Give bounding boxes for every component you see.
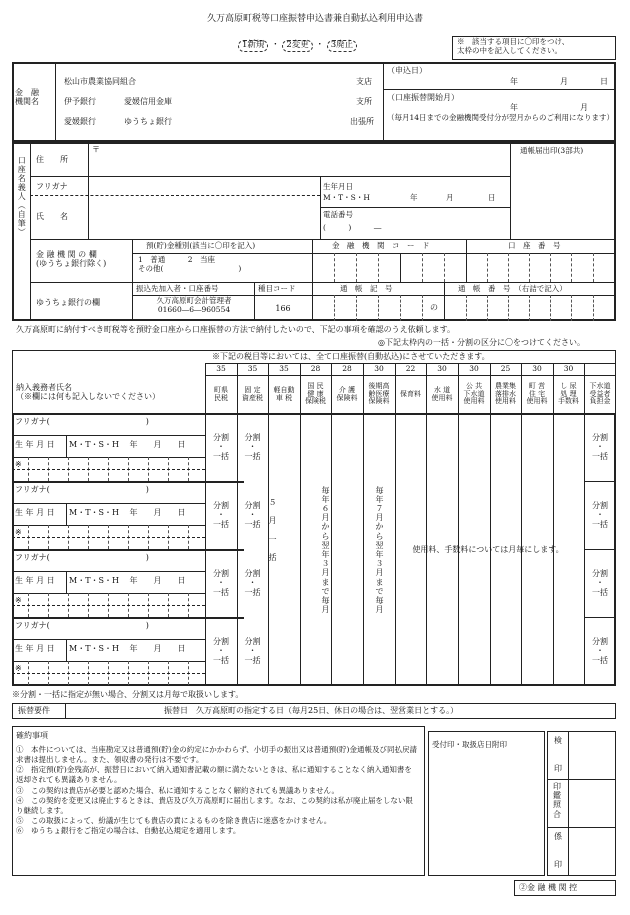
payer-birth-era: M・T・S・H 年 月 日 bbox=[69, 576, 186, 585]
day-unit: 日 bbox=[488, 193, 496, 202]
row-divider bbox=[12, 435, 205, 436]
table-header-note: ※下記の税目等においては、全て口座振替(自動払込)にさせていただきます。 bbox=[212, 352, 490, 361]
divider bbox=[400, 253, 401, 282]
payee-label: 振込先加入者・口座番号 bbox=[136, 284, 219, 293]
divider bbox=[422, 295, 423, 321]
divider bbox=[334, 253, 335, 282]
row-divider bbox=[584, 617, 616, 618]
check-label: 印 bbox=[554, 764, 562, 773]
divider bbox=[466, 295, 467, 321]
divider bbox=[529, 253, 530, 282]
tax-code: 30 bbox=[437, 364, 447, 374]
office-mark: ※ bbox=[15, 460, 22, 469]
split-choice-municipal[interactable]: 分割 ・ 一括 bbox=[213, 569, 229, 597]
payee-value: 久万高原町会計管理者 01660―6―960554 bbox=[156, 296, 232, 314]
split-choice-property[interactable]: 分割 ・ 一括 bbox=[244, 569, 261, 597]
passbook-symbol-label: 通 帳 記 号 bbox=[340, 284, 393, 293]
divider bbox=[508, 253, 509, 282]
office-mark: ※ bbox=[15, 664, 22, 673]
nhi-schedule-note: 毎 年 ６ 月 か ら 翌 年 ３ 月 ま で 毎 月 bbox=[321, 485, 330, 615]
month-unit: 月 bbox=[580, 103, 588, 112]
divider bbox=[547, 827, 616, 828]
bank-code-label: 金 融 機 関 コ ー ド bbox=[332, 241, 430, 250]
payer-birth-label: 生 年 月 日 bbox=[15, 644, 55, 653]
divider bbox=[529, 295, 530, 321]
divider bbox=[132, 253, 616, 254]
check-label: 検 bbox=[554, 736, 562, 745]
option-new[interactable]: 1新規 bbox=[238, 40, 268, 52]
divider bbox=[320, 207, 510, 208]
tax-column-header: 下水道 受益者 負担金 bbox=[589, 381, 611, 406]
bank-section bbox=[12, 62, 616, 142]
request-statement: 久万高原町に納付すべき町税等を預貯金口座から口座振替の方法で納付したいので、下記の事項を確認のうえ依頼します。 bbox=[16, 325, 456, 334]
yucho-label: ゆうちょ銀行の欄 bbox=[36, 298, 100, 307]
payer-birth-label: 生 年 月 日 bbox=[15, 508, 55, 517]
transfer-req-label: 振替要件 bbox=[18, 706, 50, 715]
footnote: ※分割・一括に指定が無い場合、分割又は月毎で取扱いします。 bbox=[12, 690, 244, 699]
divider bbox=[378, 295, 379, 321]
tax-column-header: 介 護 保険料 bbox=[336, 385, 358, 402]
divider bbox=[55, 62, 56, 142]
divider bbox=[400, 295, 401, 321]
divider bbox=[593, 253, 594, 282]
split-choice-sewer[interactable]: 分割 ・ 一括 bbox=[592, 501, 608, 529]
seal-check-label: 印鑑照合 bbox=[553, 782, 561, 819]
payer-birth-era: M・T・S・H 年 月 日 bbox=[69, 644, 186, 653]
birth-era[interactable]: M・T・S・H bbox=[323, 193, 370, 202]
deposit-type-label: 預(貯)金種別(該当に〇印を記入) bbox=[146, 241, 256, 250]
divider bbox=[466, 239, 467, 282]
light-vehicle-note: ５ 月 一 括 bbox=[268, 497, 277, 562]
option-separator: ・ bbox=[315, 40, 324, 50]
divider bbox=[550, 253, 551, 282]
deposit-type-options[interactable]: 1 普通 2 当座 その他( ) bbox=[138, 255, 242, 273]
row-divider bbox=[12, 605, 205, 606]
divider bbox=[508, 295, 509, 321]
bank-name-iyo[interactable]: 伊予銀行 bbox=[64, 97, 96, 106]
row-divider bbox=[66, 503, 67, 525]
financial-institution-label: 金 融 機 関 の 欄 (ゆうちょ銀行除く) bbox=[36, 250, 107, 269]
postal-mark: 〒 bbox=[92, 145, 100, 154]
holder-side-label: 口座名義人（自筆） bbox=[17, 156, 27, 237]
divider bbox=[30, 282, 616, 283]
row-divider bbox=[12, 503, 205, 504]
split-instruction: ◎下記太枠内の一括・分割の区分に〇をつけてください。 bbox=[378, 338, 585, 347]
divider bbox=[547, 779, 616, 780]
divider bbox=[383, 62, 384, 142]
holder-name-label: 氏 名 bbox=[36, 212, 68, 221]
divider bbox=[550, 295, 551, 321]
instruction-note: ※ 該当する項目に〇印をつけ、 太枠の中を記入してください。 bbox=[452, 36, 616, 60]
payer-furigana: フリガナ( ) bbox=[15, 553, 149, 562]
office-mark: ※ bbox=[15, 596, 22, 605]
divider bbox=[132, 239, 133, 321]
kind-code-label: 種目コード bbox=[258, 284, 296, 293]
tax-column-header: し 尿 処 理 手数料 bbox=[558, 381, 579, 406]
month-unit: 月 bbox=[560, 77, 568, 86]
tax-code: 30 bbox=[532, 364, 542, 374]
check-label: 係 bbox=[554, 832, 562, 841]
tax-column-header: 水 道 使用料 bbox=[431, 385, 453, 402]
seal-label: 通帳届出印(3部共) bbox=[520, 146, 584, 155]
divider bbox=[510, 142, 511, 239]
divider bbox=[383, 89, 616, 90]
divider bbox=[378, 253, 379, 282]
divider bbox=[30, 239, 616, 240]
divider bbox=[30, 142, 31, 321]
address-label: 住 所 bbox=[36, 155, 68, 164]
bank-name-ehime-shinkin[interactable]: 愛媛信用金庫 bbox=[124, 97, 172, 106]
payer-birth-era: M・T・S・H 年 月 日 bbox=[69, 508, 186, 517]
tax-code: 30 bbox=[374, 364, 384, 374]
divider bbox=[356, 253, 357, 282]
tax-code: 30 bbox=[469, 364, 479, 374]
tax-column-header: 後期高 齢医療 保険料 bbox=[368, 381, 390, 406]
tel-label: 電話番号 bbox=[323, 210, 353, 219]
split-choice-sewer[interactable]: 分割 ・ 一括 bbox=[592, 433, 608, 461]
row-divider bbox=[12, 481, 244, 483]
divider bbox=[422, 253, 423, 282]
form-title: 久万高原町税等口座振替申込書兼自動払込利用申込書 bbox=[206, 14, 423, 24]
tax-code: 35 bbox=[279, 364, 289, 374]
usage-fee-note: 使用料、手数料については月毎にします。 bbox=[412, 545, 564, 555]
start-month-note: （毎月14日までの金融機関受付分が翌月からのご利用になります） bbox=[387, 113, 615, 122]
payer-furigana: フリガナ( ) bbox=[15, 621, 149, 630]
terms-item: ⑤ この取扱によって、紛議が生じても貴店の責によるものを除き貴店に迷惑をかけません。 bbox=[16, 815, 332, 825]
bank-label: 金 融 機関名 bbox=[15, 88, 39, 107]
divider bbox=[444, 253, 445, 282]
row-divider bbox=[12, 571, 205, 572]
split-choice-property[interactable]: 分割 ・ 一括 bbox=[244, 501, 261, 529]
sub-branch-label: 支所 bbox=[356, 97, 372, 106]
apply-date-label: （申込日） bbox=[387, 66, 427, 75]
row-divider bbox=[12, 469, 205, 470]
divider bbox=[254, 282, 255, 321]
row-divider bbox=[584, 549, 616, 550]
bank-name-yucho[interactable]: ゆうちょ銀行 bbox=[124, 117, 172, 126]
divider bbox=[571, 295, 572, 321]
account-no-label: 口 座 番 号 bbox=[508, 241, 561, 250]
reception-stamp-box bbox=[428, 731, 545, 876]
payer-birth-era: M・T・S・H 年 月 日 bbox=[69, 440, 186, 449]
office-label: 出張所 bbox=[350, 117, 374, 126]
terms-item: ③ この契約は貴店が必要と認めた場合、私に通知することなく解約されても異議ありません。 bbox=[16, 785, 339, 795]
tax-column-header: 固 定 資産税 bbox=[242, 385, 263, 402]
divider bbox=[487, 253, 488, 282]
divider bbox=[487, 295, 488, 321]
divider bbox=[334, 295, 335, 321]
month-unit: 月 bbox=[446, 193, 454, 202]
tax-code: 30 bbox=[563, 364, 574, 374]
transfer-req-text: 振替日 久万高原町の指定する日（毎月25日、休日の場合は、翌営業日とする。） bbox=[164, 706, 459, 715]
tax-code: 28 bbox=[310, 364, 321, 374]
divider bbox=[444, 282, 445, 321]
elderly-schedule-note: 毎 年 ７ 月 か ら 翌 年 ３ 月 ま で 毎 月 bbox=[375, 485, 384, 615]
office-mark: ※ bbox=[15, 528, 22, 537]
tax-column-header: 軽自動 車 税 bbox=[273, 385, 295, 402]
payer-birth-label: 生 年 月 日 bbox=[15, 576, 55, 585]
check-label: 印 bbox=[554, 860, 562, 869]
branch-label: 支店 bbox=[356, 77, 372, 86]
tax-code: 25 bbox=[500, 364, 511, 374]
terms-item: ④ この契約を変更又は廃止するときは、貴店及び久万高原町に届出します。なお、この契約は私が廃止届をしない限り継続します。 bbox=[16, 795, 413, 815]
tel-format[interactable]: ( ) ― bbox=[323, 223, 382, 232]
terms-title: 確約事項 bbox=[16, 731, 48, 740]
row-divider bbox=[12, 537, 205, 538]
terms-list bbox=[16, 745, 418, 836]
birth-label: 生年月日 bbox=[323, 182, 353, 191]
row-divider bbox=[12, 617, 244, 619]
start-month-label: （口座振替開始月） bbox=[387, 93, 459, 102]
split-choice-sewer[interactable]: 分割 ・ 一括 bbox=[592, 637, 608, 665]
no-mark: の bbox=[430, 303, 438, 312]
tax-column-header: 国 民 健 康 保険税 bbox=[305, 381, 326, 406]
tax-column-header: 保育料 bbox=[400, 389, 421, 398]
option-cancel[interactable]: 3廃止 bbox=[327, 40, 357, 52]
payer-birth-label: 生 年 月 日 bbox=[15, 440, 55, 449]
tax-code: 22 bbox=[405, 364, 416, 374]
row-divider bbox=[66, 571, 67, 593]
payer-furigana: フリガナ( ) bbox=[15, 485, 149, 494]
split-choice-municipal[interactable]: 分割 ・ 一括 bbox=[213, 637, 229, 665]
divider bbox=[312, 239, 313, 321]
payer-furigana: フリガナ( ) bbox=[15, 417, 149, 426]
row-divider bbox=[66, 639, 67, 661]
split-choice-property[interactable]: 分割 ・ 一括 bbox=[244, 637, 261, 665]
year-unit: 年 bbox=[510, 103, 518, 112]
divider bbox=[593, 295, 594, 321]
reception-stamp-label: 受付印・取扱店日附印 bbox=[432, 740, 507, 749]
copy-tag: ②金 融 機 関 控 bbox=[514, 880, 616, 896]
terms-item: ⑥ ゆうちょ銀行をご指定の場合は、自動払込規定を適用します。 bbox=[16, 826, 241, 835]
split-choice-property[interactable]: 分割 ・ 一括 bbox=[244, 433, 261, 461]
row-divider bbox=[12, 673, 205, 674]
tax-code: 28 bbox=[342, 364, 352, 374]
tax-code: 35 bbox=[247, 364, 258, 374]
row-divider bbox=[12, 639, 205, 640]
tax-column-header: 町 営 住 宅 使用料 bbox=[526, 381, 548, 406]
tax-column-header: 町県 民税 bbox=[214, 385, 228, 402]
year-unit: 年 bbox=[410, 193, 418, 202]
tax-column-header: 公 共 下水道 使用料 bbox=[463, 381, 485, 406]
option-change[interactable]: 2変更 bbox=[282, 40, 312, 52]
holder-furigana-label: フリガナ bbox=[36, 182, 68, 191]
application-type-options bbox=[238, 40, 357, 52]
bank-name-ja[interactable]: 松山市農業協同組合 bbox=[64, 77, 136, 86]
year-unit: 年 bbox=[510, 77, 518, 86]
divider bbox=[88, 142, 89, 239]
tax-column-header: 農業集 落排水 使用料 bbox=[495, 381, 516, 406]
bank-name-ehime[interactable]: 愛媛銀行 bbox=[64, 117, 96, 126]
terms-item: ① 本件については、当座勘定又は普通預(貯)金の約定にかかわらず、小切手の振出又は普通預(貯)金通帳及び同払戻請求書は提出しません。また、領収書の発行は不要です。 bbox=[16, 745, 417, 765]
row-divider bbox=[584, 481, 616, 482]
divider bbox=[30, 195, 320, 196]
divider bbox=[356, 295, 357, 321]
row-divider bbox=[66, 435, 67, 457]
divider bbox=[30, 176, 510, 177]
divider bbox=[571, 253, 572, 282]
payer-label: 納入義務者氏名 （※欄には何も記入しないでください） bbox=[16, 383, 160, 402]
option-separator: ・ bbox=[271, 40, 280, 50]
split-choice-sewer[interactable]: 分割 ・ 一括 bbox=[592, 569, 608, 597]
row-divider bbox=[12, 549, 244, 551]
split-choice-municipal[interactable]: 分割 ・ 一括 bbox=[213, 433, 229, 461]
tax-code: 35 bbox=[216, 364, 226, 374]
passbook-number-label: 通 帳 番 号 （右詰で記入） bbox=[458, 284, 567, 293]
kind-code-value: 166 bbox=[275, 304, 291, 313]
split-choice-municipal[interactable]: 分割 ・ 一括 bbox=[213, 501, 229, 529]
terms-item: ② 指定預(貯)金残高が、振替日において納入通知書記載の額に満たないときは、私に通知することなく納入通知書を返却されても異議ありません。 bbox=[16, 765, 412, 785]
day-unit: 日 bbox=[600, 77, 608, 86]
